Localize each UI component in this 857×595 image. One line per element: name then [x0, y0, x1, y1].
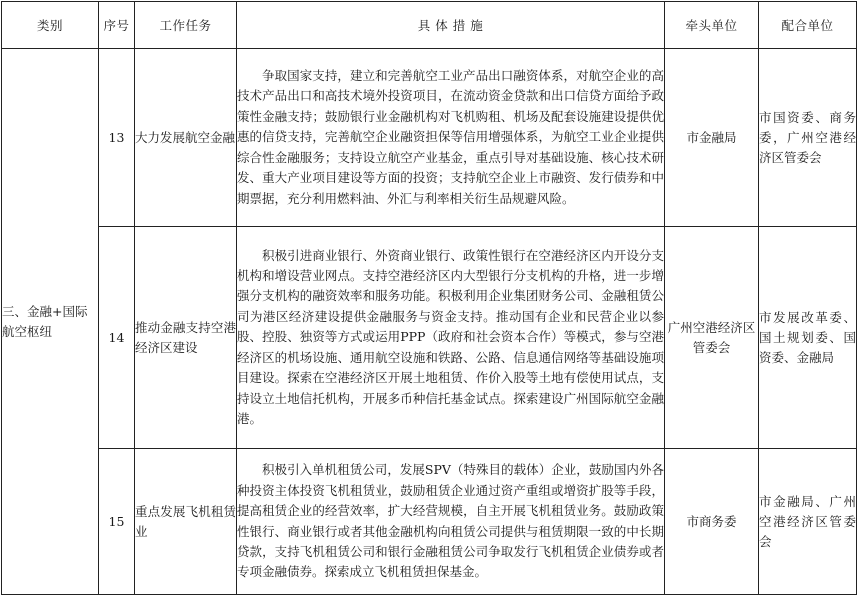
category-cell: 三、金融+国际航空枢纽	[2, 49, 99, 595]
table-row	[2, 449, 857, 595]
lead-unit-cell: 广州空港经济区管委会	[665, 227, 759, 449]
task-cell: 重点发展飞机租赁业	[135, 449, 237, 595]
table-row	[2, 227, 857, 449]
coop-unit-cell: 市发展改革委、国土规划委、国资委、金融局	[759, 227, 857, 449]
header-lead-unit: 牵头单位	[665, 2, 759, 49]
task-cell: 推动金融支持空港经济区建设	[135, 227, 237, 449]
coop-unit-cell: 市国资委、商务委，广州空港经济区管委会	[759, 49, 857, 227]
header-coop-unit: 配合单位	[759, 2, 857, 49]
header-measures: 具 体 措 施	[237, 2, 665, 49]
table-header-row	[2, 2, 857, 49]
measures-cell: 积极引进商业银行、外资商业银行、政策性银行在空港经济区内开设分支机构和增设营业网点。支持空港经济区内大型银行分支机构的升格，进一步增强分支机构的融资效率和服务功能。积极利用企业集团财务公司、金融租赁公司为港区经济建设提供金融服务与资金支持。推动国有企业和民营企业以参股、控股、独资等方式或运用PPP（政府和社会资本合作）等模式，参与空港经济区的机场设施、通用航空设施和铁路、公路、信息通信网络等基础设施项目建设。探索在空港经济区开展土地租赁、作价入股等土地有偿使用试点，支持设立土地信托机构，开展多币种信托基金试点。探索建设广州国际航空金融港。	[237, 227, 665, 449]
row-number: 13	[99, 49, 135, 227]
table-row	[2, 49, 857, 227]
header-task: 工作任务	[135, 2, 237, 49]
lead-unit-cell: 市商务委	[665, 449, 759, 595]
lead-unit-cell: 市金融局	[665, 49, 759, 227]
header-number: 序号	[99, 2, 135, 49]
coop-unit-cell: 市金融局、广州空港经济区管委会	[759, 449, 857, 595]
measures-cell: 争取国家支持，建立和完善航空工业产品出口融资体系，对航空企业的高技术产品出口和高技术境外投资项目，在流动资金贷款和出口信贷方面给予政策性金融支持；鼓励银行业金融机构对飞机购租、机场及配套设施建设提供优惠的信贷支持，完善航空企业融资担保等信用增强体系，为航空工业企业提供综合性金融服务；支持设立航空产业基金，重点引导对基础设施、核心技术研发、重大产业项目建设等方面的投资；支持航空企业上市融资、发行债券和中期票据，充分利用燃料油、外汇与利率相关衍生品规避风险。	[237, 49, 665, 227]
row-number: 14	[99, 227, 135, 449]
task-cell: 大力发展航空金融	[135, 49, 237, 227]
header-category: 类别	[2, 2, 99, 49]
policy-table	[1, 1, 857, 595]
measures-cell: 积极引入单机租赁公司，发展SPV（特殊目的载体）企业，鼓励国内外各种投资主体投资飞机租赁业，鼓励租赁企业通过资产重组或增资扩股等手段，提高租赁企业的经营效率，扩大经营规模，自主开展飞机租赁业务。鼓励政策性银行、商业银行或者其他金融机构向租赁公司提供与租赁期限一致的中长期贷款，支持飞机租赁公司和银行金融租赁公司争取发行飞机租赁企业债券或者专项金融债券。探索成立飞机租赁担保基金。	[237, 449, 665, 595]
row-number: 15	[99, 449, 135, 595]
